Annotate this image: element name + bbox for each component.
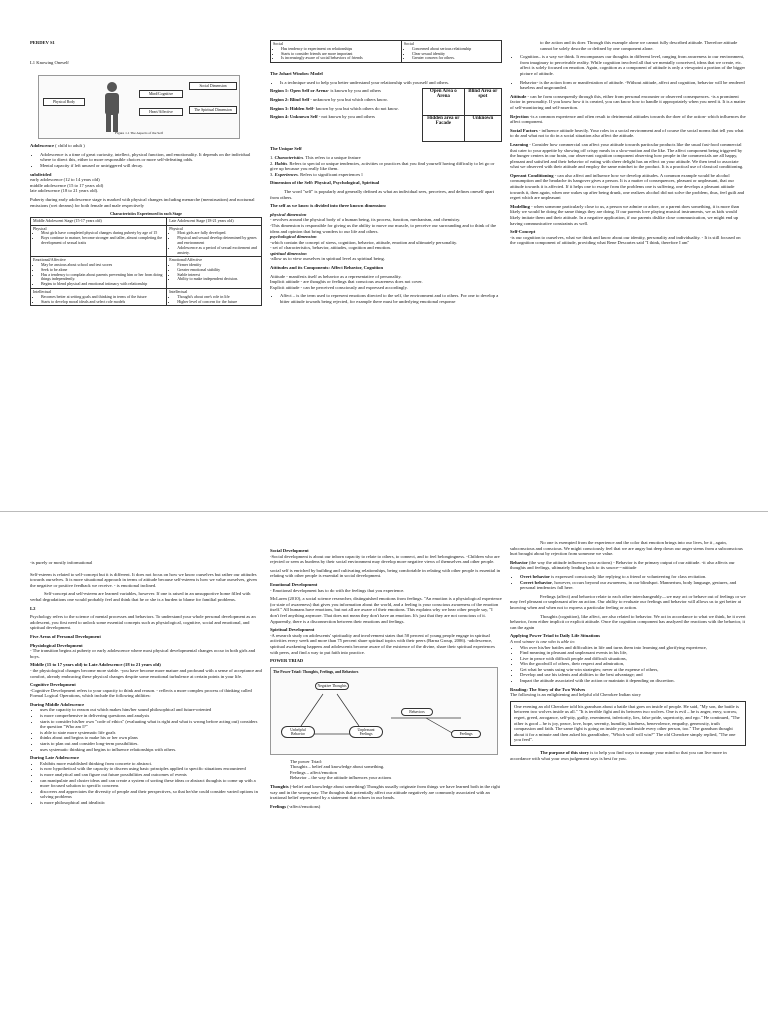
cell-item: • Starts to develop moral ideals and select role models	[41, 300, 164, 305]
adolescence-heading: Adolescence ( child to adult )	[30, 143, 85, 149]
cell-item: • Ability to make independent decision.	[177, 277, 259, 282]
paragraph: -is our cognition to ourselves, what we think and know about our identity, personality and individuality. - It is still focused on the cognition component of attitude, providing what Rene Descartes said "I think, therefore I am"	[510, 234, 741, 246]
list-item: • is more comprehensive in delivering questions and analysis	[40, 713, 262, 719]
row-label: Social	[403, 41, 414, 46]
figure-label-heart: Heart/Affective	[139, 108, 183, 116]
paragraph: to the action and its doer. Through this example alone we cannot fully described attitude. Therefore attitude cannot be solely describe or defined by one component alone.	[540, 40, 738, 51]
triad-node: Unhelpful Behavior	[281, 726, 315, 738]
paragraph: Implicit attitude - are thoughts or feelings that conscious awareness does not cover.	[270, 279, 423, 285]
list-item: • Covert behavior, however, occurs beyond our awareness, in our blindspot. Mannerism, body language, gestures, and personal tendencies fall here.	[520, 580, 746, 591]
human-silhouette-icon	[97, 80, 127, 134]
three-dimension-heading: The self as we know is divided into three known dimension:	[270, 203, 387, 209]
list-item: • discovers and appreciates the diversity of people and their perspectives, so that he/she could consider varied options in solving problems	[40, 789, 262, 800]
cell-item: • Greater emotional stability	[177, 268, 259, 273]
region-item: Region 2: Blind Self - unknown by you but which others know.	[270, 96, 388, 102]
list-item: • is able to state more systematic life goals	[40, 730, 262, 736]
table-header: Late Adolescent Stage (18-21 years old)	[167, 217, 262, 225]
cell-item: • Is increasingly aware of social behaviors of friends	[281, 56, 399, 61]
triad-node: Feelings	[451, 730, 481, 738]
factor-item: Rejection -is a common experience and often result to detrimental attitudes towards the doer of the action- which influences the affect component.	[510, 113, 746, 125]
list-item: • starts to consider his/her own "code of ethics" (evaluating what is right and what is wrong before acting out) considers the question "Who am I?"	[40, 719, 262, 730]
document-title: PERDEV S1	[30, 40, 55, 45]
thoughts-paragraph: Thoughts (-belief and knowledge about something) Thoughts usually originate from things we have learned both in the right way and in the wrong way. The thoughts that potentially affect our attitude negatively are commonly associated with an irrational belief represented by a statement that echoes in our heads.	[270, 784, 500, 801]
applying-heading: Applying Power Triad to Daily Life Situations	[510, 633, 601, 639]
attitudes-heading: Attitudes and its Components: Affect Behavior, Cognition	[270, 265, 384, 271]
cell-item: • Stable interest	[177, 273, 259, 278]
unique-heading: The Unique Self	[270, 146, 302, 152]
cell-item: • Physical and sexual develop determined by genes and environment	[177, 236, 259, 246]
list-item: • Mental capacity if left unused or untriggered will decay.	[40, 163, 262, 169]
table-row	[271, 41, 502, 63]
cell-item: • Higher level of concern for the future	[177, 300, 259, 305]
paragraph: Self-esteem is related to self-concept but it is different. It does not focus on how we know ourselves but rather our attitudes towards ourselves. It is more situational approach in terms of attitude because self-esteem is how we value ourselves, given the negative or positive feedback we receive. - is emotional inclined.	[30, 571, 257, 588]
figure-label-social: Social Dimension	[189, 82, 237, 90]
social-development-heading: Social Development	[270, 548, 309, 553]
factor-item: Modelling - when someone particularly close to us, a person we admire or adore, or a parent does something, it is more than likely we would be doing the same things they are doing. If our parents love playing musical instruments, we as kids would likely imitate them and their attitude. In a negative application, if our parents dislike close communication, we might end up having communicative constraints as well.	[510, 203, 740, 226]
list-item: • Behavior- is the action form or manifestation of attitude. -Without attitude, affect and cognition, behavior will be rendered baseless and ungrounded.	[520, 80, 746, 91]
stage-table	[30, 217, 262, 307]
subdivided-line: middle adolescence (15 to 17 years old)	[30, 182, 104, 188]
table-header: Middle Adolescent Stage (15-17 years old)	[31, 217, 167, 225]
table-row	[31, 289, 262, 306]
lesson-label: L2	[30, 605, 36, 611]
row-label: Intellectual	[33, 289, 51, 295]
paragraph: Explicit attitude - can be perceived consciously and expressed accordingly.	[270, 284, 408, 290]
row-label: Emotional/Affective	[33, 257, 66, 263]
story-box: One evening an old Cherokee told his grandson about a battle that goes on inside of people. He said, "My son, the battle is between two wolves inside us all." "It is terrible fight and its between two wolves. One is evil – he is anger, envy, sorrow, regret, greed, arrogance, self-pity, guilty, resentment, inferiority, lies, false pride, superiority, and ego." He continued, "The other is good – he is joy, peace, love, hope, serenity, humility, kindness, benevolence, empathy, generosity, truth compassion and faith. The same fight is going on inside you-and inside every other person, too." The grandson thought about it for a minute and then asked his grandfather, "Which wolf will win?" The old Cherokee simply replied, "The one you feed".	[510, 701, 746, 746]
list-item: • Cognition– is a way we think. It encompasses our thoughts in different level, ranging from awareness to our environment, from imaginary to perceivable reality. While cognition involved all that we mentally conceived, ideas that we create, etc. affect is solely focused on emotion. Again, cognition as a component of attitude is only a viewpoint a portion of the bigger picture of attitude.	[520, 54, 746, 76]
paragraph: Self-concept and self-esteem are learned variables, however. If one is raised in an unsupportive home filled with verbal degradations one would probably feel and think that he or she is a burden to blame for familial problems.	[30, 591, 251, 602]
cell-item: • Becomes better at setting goals and thinking in terms of the future	[41, 295, 164, 300]
dimension-heading: Dimension of the Self: Physical, Psychological, Spiritual	[270, 180, 380, 186]
region-item: Region 1: Open Self or Arena- is known by you and others	[270, 88, 381, 94]
cell-item: • Firmer identity	[177, 263, 259, 268]
list-item: • Win over his/her battles and difficulties in life and turns them into learning and glorifying experience,	[520, 645, 746, 651]
paragraph: The following is an enlightening and helpful old Cherokee Indian story	[510, 692, 641, 698]
row-label: Emotional/Affective	[169, 257, 203, 263]
list-item: 1. Characteristics. This refers to a unique feature	[270, 154, 361, 160]
five-areas-heading: Five Areas of Personal Development	[30, 633, 101, 639]
paragraph: -Social development is about our inborn capacity to relate to others, to connect, and to feel belongingness. -Children who are rejected or seen as burdens by their social environment may develop more negative views of themselves and other people.	[270, 553, 500, 565]
subdivided-line: early adolescence (12 to 14 years old)	[30, 177, 100, 183]
lesson-title: L1 Knowing Oneself	[30, 59, 69, 65]
factor-item: Attitude - can be form consequently through this, either from personal encounter or observed consequences. -is a prominent factor in personality. If you know how it is created, you can know how to handle it appropriately when you need it. It is a matter of self-monitoring and self-assertion.	[510, 93, 746, 110]
page4-column	[30, 560, 262, 809]
row-label: Intellectual	[169, 289, 188, 295]
during-late-heading: During Late Adolescence	[30, 755, 79, 761]
triad-line: Behavior – the way the attitude influences your actions	[290, 775, 392, 781]
list-item: • Exhibits more established thinking from concrete to abstract.	[40, 761, 262, 767]
triad-line: The power Triad:	[290, 758, 322, 764]
paragraph: - The transition begins at puberty or early adolescence where most physical developmental changes occur in both girls and boys.	[30, 648, 256, 659]
johari-heading: The Johari Window Model	[270, 71, 323, 77]
page2-column	[270, 40, 502, 308]
purpose-paragraph: The purpose of this story is to help you find ways to manage your mind so that you can live more in accordance with what your own judgement says is best for you.	[510, 750, 727, 761]
paragraph: - revolves around the physical body of a human being, its process, function, mechanism, and chemistry.	[270, 217, 461, 223]
triad-line: Feelings – affect/emotion	[290, 769, 337, 775]
adolescence-list	[30, 152, 262, 169]
cell-item: • Clear sexual identity	[412, 52, 499, 57]
row-label: Social	[273, 41, 283, 46]
paragraph: -which contain the concept of stress, cognition, behavior, attitude, emotion and ultimately personality.	[270, 239, 458, 245]
paragraph: Thoughts (cognition), like affect, are also related to behavior. We act in accordance to what we think, be it overt behavior, from either implicit or explicit attitude. Once the cognition component has analyzed the reactions with the behavior, it can the again	[510, 613, 746, 630]
johari-cell: Blind Area or spot	[464, 89, 501, 116]
figure-label-spiritual: The Spiritual Dimension	[189, 106, 237, 114]
spiritual-heading: spiritual dimension	[270, 250, 307, 256]
middle-late-heading: Middle (15 to 17 years old) to Late Adolescence (18 to 21 years old)	[30, 662, 161, 668]
triad-node: Unpleasant Feelings	[349, 726, 383, 738]
self-aspects-figure	[38, 75, 240, 139]
spiritual-development-heading: Spiritual Development	[270, 627, 315, 633]
applying-subheading: A real winner is one who is able to:	[510, 638, 576, 644]
paragraph: Psychology refers to the science of mental processes and behaviors. To understand your whole personal development as an adolescent, you first need to unlock some essential concepts such as physiological, cognitive, social and emotional, and spiritual development.	[30, 614, 256, 631]
paragraph: -A research study on adolescents' spirituality and involvement states that 50 percent of young people engage in spiritual activities every week and more than 75 percent share spiritual topics with their peers (Barna Group, 2006). -adolescence, spiritual awakening happens and adolescents become aware of the existence of the divine, share their spiritual experiences with peers, and find a way to put faith into practice.	[270, 632, 495, 655]
cell-item: • Thought's about one's role in life	[177, 295, 259, 300]
page3-column	[510, 40, 746, 249]
cell-item: • Has a tendency to complain about parents preventing him or her from doing things independently.	[41, 273, 164, 283]
power-triad-heading: POWER TRIAD	[270, 658, 304, 664]
psychological-heading: psychological dimension	[270, 234, 317, 240]
list-item: • Find meaning in pleasant and unpleasant events in his life,	[520, 650, 746, 656]
page-divider	[0, 511, 768, 512]
power-triad-figure	[270, 667, 498, 755]
factor-item: Operant Conditioning - can also affect and influence how we develop attitudes. A common example would be alcohol consumption and the headache its hangover gives a person. It is a matter of consequences, pleasant or unpleasant, that our attitude towards it is affected. If it helps one to escape from the problems one is suffering, one develops a pleasant attitude towards it, then again, when one wakes up after being drunk, one realizes alcohol did not solve the problem, thus, feel guilt and regret which are unpleasant	[510, 172, 745, 201]
cell-item: • Boys continue to mature, become stronger and taller, almost completing the development of sexual traits	[41, 236, 164, 246]
cell-item: • Adolescence as a period of sexual excitement and anxiety.	[177, 246, 259, 256]
physiological-heading: Physiological Development	[30, 642, 83, 648]
figure-caption: Figure 1.1 The Aspects of the Self	[115, 131, 163, 136]
page1-column	[30, 40, 262, 306]
puberty-paragraph: Puberty during early adolescence stage is marked with physical changes including menarche (menstruation) and nocturnal emissions (wet dreams) for both female and male respectively	[30, 196, 255, 208]
stage-table-title: Characteristics Experienced in each Stage	[110, 211, 182, 217]
cell-item: • Starts to consider friends are more important	[281, 52, 399, 57]
behavior-paragraph: Behavior (the way the attitude influences your actions) - Behavior is the primary output of our attitude. -it also affects our thoughts and feelings, ultimately leading back to its source---attitude	[510, 559, 735, 571]
page5-column	[270, 548, 502, 812]
paragraph: The word "self" is popularly and generally defined as what an individual sees, perceives, and defines oneself apart from others.	[270, 188, 495, 200]
list-item: • Win the goodwill of others, their respect and admiration,	[520, 661, 746, 667]
cell-item: • May be anxious about school and test scores	[41, 263, 164, 268]
list-item: • thinks about and begins to make his or her own plans	[40, 735, 262, 741]
paragraph: social self is enriched by building and cultivating relationships, being comfortable in relating with other people is essential in relating with other people is essential in social development.	[270, 567, 501, 579]
social-table	[270, 40, 502, 63]
region-item: Region 3: Hidden Self- known by you but which others do not know.	[270, 105, 399, 111]
physical-heading: physical dimension	[270, 211, 307, 217]
table-row	[31, 257, 262, 289]
list-item: • Develop and use his talents and abilities to the best advantage; and	[520, 672, 746, 678]
list-item: • is more philosophical and idealistic	[40, 800, 262, 806]
cell-item: • Has tendency to experiment on relationships	[281, 47, 399, 52]
during-middle-heading: During Middle Adolescence	[30, 701, 85, 707]
list-item: • Get what he wants using win-win strategies; never at the expense of others,	[520, 667, 746, 673]
list-item: 3. Experiences. Refers to significant experiences l	[270, 171, 363, 177]
list-item: • Adolescence is a time of great curiosity, intellect, physical function, and emotionality. It depends on the individual where to direct this, either to more responsible choices or more self-defeating odds.	[40, 152, 262, 163]
triad-line: Thoughts – belief and knowledge about something.	[290, 764, 385, 770]
cell-item: • Seek to be alone	[41, 268, 164, 273]
cell-item: • Most girls are fully developed.	[177, 231, 259, 236]
triad-node: Negative Thoughts	[315, 682, 349, 690]
region-item: Region 4: Unknown Self - not known by you and others	[270, 114, 375, 120]
table-row	[31, 225, 262, 257]
subdivided-heading: subdivided	[30, 171, 52, 177]
page6-column	[510, 540, 746, 764]
paragraph: - the physiological changes become more stable. -you have become more mature and profound with a sense of acceptance and comfort, already embracing these physical changes despite some emotional turbulence at certain points in your life.	[30, 667, 262, 679]
subdivided-line: late adolescence (18 to 21 years old).	[30, 188, 99, 194]
list-item: • starts to plan out and consider long-term possibilities.	[40, 741, 262, 747]
figure-title: The Power Triad: Thoughts, Feelings, and Behaviors	[273, 669, 359, 674]
list-item: • Impart the attitude associated with the action or maintain it depending on discretion.	[520, 678, 746, 684]
emotional-development-heading: Emotional Development	[270, 581, 318, 587]
paragraph: No one is exempted from the experience and the color that emotion brings into our lives, be it , again, subconscious and conscious. We might consciously feel that we are angry but deep down our anger stems from a subconscious hurt brought about by rejection from someone we value.	[510, 540, 743, 557]
johari-cell: Hidden area or Facade	[423, 115, 465, 142]
cell-item: • Greater concern for others.	[412, 56, 499, 61]
triad-arrows-icon	[271, 668, 497, 754]
johari-grid	[422, 88, 502, 142]
johari-cell: Unknown	[464, 115, 501, 142]
list-item: • Overt behavior is expressed consciously like replying to a friend or volunteering for class recitation.	[520, 574, 746, 580]
paragraph: -This dimension is responsible for giving us the ability to move our muscle, to perceive our surrounding and to think of the ideas and opinion that bring wonders to our life and others.	[270, 222, 497, 234]
cell-item: • Begins to blend physical and emotional intimacy with relationship	[41, 282, 164, 287]
list-item: • is now hypothetical with the capacity to discern using basic principles applied to specific situations encountered	[40, 766, 262, 772]
paragraph: -allow us to view ourselves in spiritual level as spiritual being.	[270, 256, 385, 262]
list-item: • uses the capacity to reason out which makes him/her sound philosophical and future-oriented	[40, 707, 262, 713]
reading-heading: Reading: The Story of the Two Wolves	[510, 686, 586, 692]
feelings-paragraph: Feelings (-affect/emotions)	[270, 803, 321, 809]
johari-cell: Open Area o Arena	[423, 89, 465, 116]
paragraph: Attitude - manifests itself as behavior as a representative of personality.	[270, 273, 402, 279]
row-label: Physical	[33, 225, 47, 231]
paragraph: Feelings (affect) and behavior relate to each other interchangeably—we may act or behave out of feelings or we may feel pleasant or unpleasant after an action. Our ability to evaluate our feelings and behavior will allows us to get better at knowing when and when not to express a particular feeling or action.	[510, 593, 746, 610]
paragraph: -is purely or mostly informational	[30, 560, 93, 565]
list-item: • Is a technique used to help you better understand your relationship with yourself and others.	[280, 80, 502, 86]
triad-node: Behaviors	[401, 708, 433, 716]
paragraph: -Cognitive Development refers to your capacity to think and reason. - reflects a more complex process of thinking called Formal Logical Operations, which include the following abilities:	[30, 687, 252, 699]
list-item: • Affect – is the term used to represent emotions directed to the self, the environment and to others. For one to develop a bitter attitude towards being rejected, for example there must be underlying emotional response	[280, 293, 502, 304]
list-item: 2. Habits. Refers to special or unique tendencies, activities or practices that you find yourself having difficulty to let go or give up because you really like them.	[270, 160, 495, 172]
factor-item: Learning - Consider how commercial can affect your attitude towards particular products like the usual fast-food commercial that cater to your appetite by showing off crispy meals in a slow-motion and the like. The affect component being triggered by the hunger centers in our brain, our observant cognition component observing how people in the commercials are all happy, pleasant and satisfied and their behavior of eating with sheer delight has an effect on your attitude. We then tend to associate what we observed with their attitude and employ the same mindset to the product. It is a practical use of classical conditioning.	[510, 141, 744, 170]
list-item: • is more analytical and can figure out future possibilities and outcomes of events	[40, 772, 262, 778]
paragraph: McLaren (2010), a social science researcher, distinguished emotions from feelings. "An emotion is a physiological experience (or state of awareness) that gives you information about the world, and a feeling is your conscious awareness of the emotion itself." All humans have emotions, but not all are aware of their emotions. This explains why we hear other people say, "I don't feel anything anymore. That does not mean they don't have an emotion. It's just that they are not conscious of it. Apparently, there is a disconnection between their emotions and feelings.	[270, 596, 502, 624]
figure-label-mind: Mind/Cognitive	[139, 90, 183, 98]
cell-item: • Concerned about serious relationship	[412, 47, 499, 52]
cognitive-heading: Cognitive Development	[30, 682, 76, 688]
list-item: • uses systematic thinking and begins to influence relationships with others.	[40, 747, 262, 753]
self-concept-heading: Self-Concept	[510, 229, 536, 235]
paragraph: - Emotional development has to do with the feelings that you experience.	[270, 587, 405, 593]
cell-item: • Most girls have completed physical changes during puberty by age of 15	[41, 231, 164, 236]
list-item: • can manipulate and cluster ideas and can create a system of sorting these ideas or abstract thoughts to come up with a more focused solution to specific concerns	[40, 778, 262, 789]
factor-item: Social Factors - influence attitude heavily. Your roles in a social environment and of course the social norms that tell you what to do and what not to do in a social situation also affect the attitude.	[510, 127, 744, 139]
paragraph: - set of characteristics, behavior, attitudes, cognition and emotion.	[270, 245, 392, 251]
row-label: Physical	[169, 225, 183, 231]
figure-label-physical: Physical Body	[43, 98, 85, 106]
list-item: • Live in peace with difficult people and difficult situations,	[520, 656, 746, 662]
